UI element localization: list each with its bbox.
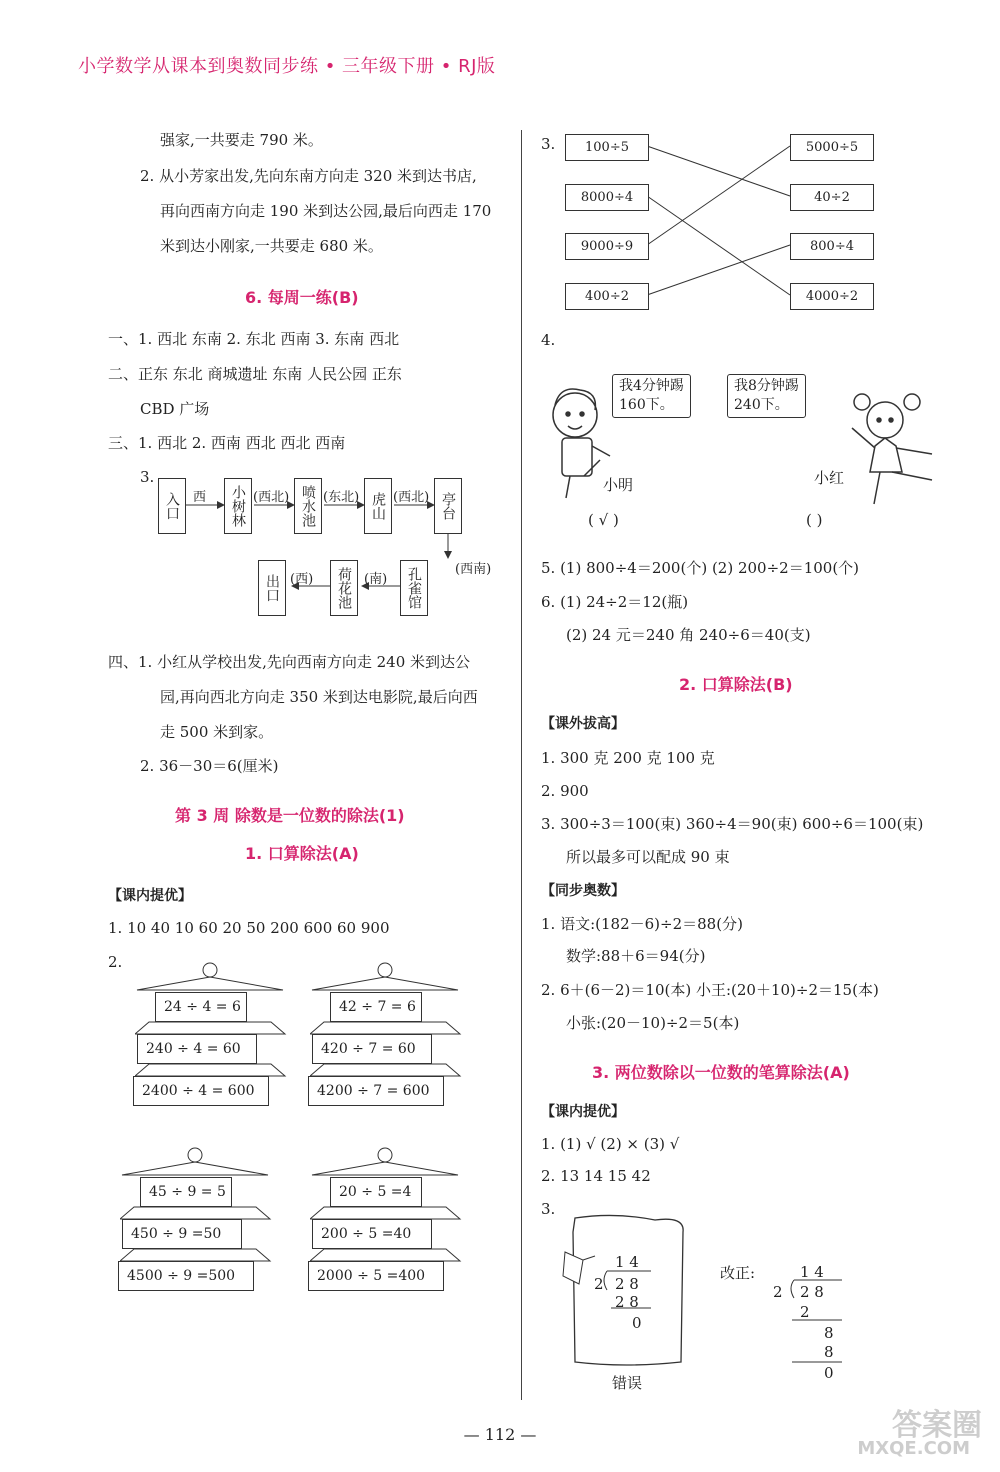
- tower-floor: 42 ÷ 7 = 6: [330, 992, 422, 1022]
- girl-figure: [852, 394, 932, 504]
- route-node: 荷花池: [330, 560, 358, 616]
- route-direction: (西北): [393, 490, 430, 505]
- answer-line: 2. 6＋(6－2)＝10(本) 小王:(20＋10)÷2＝15(本): [541, 981, 879, 999]
- div-subtract: 2: [800, 1303, 810, 1321]
- route-node: 亭台: [434, 478, 462, 534]
- match-right-box: 5000÷5: [790, 134, 874, 161]
- div-remainder: 0: [824, 1364, 834, 1382]
- text-line: CBD 广场: [140, 400, 210, 418]
- div-quotient: 1 4: [800, 1263, 824, 1281]
- tower-floor: 24 ÷ 4 = 6: [155, 992, 247, 1022]
- section-title: 2. 口算除法(B): [679, 675, 793, 694]
- match-left-box: 100÷5: [565, 134, 649, 161]
- div-dividend: 2 8: [615, 1275, 639, 1293]
- answer-check: ( √ ): [588, 511, 619, 529]
- text-line: 2. 从小芳家出发,先向东南方向走 320 米到达书店,: [140, 167, 477, 185]
- section-title: 6. 每周一练(B): [245, 288, 359, 307]
- question-label: 4.: [541, 331, 556, 349]
- bubble-line: 我8分钟踢: [734, 378, 799, 394]
- tower-floor: 450 ÷ 9 =50: [122, 1219, 242, 1249]
- div-bring-down: 8: [824, 1324, 834, 1342]
- question-label: 3.: [541, 1200, 556, 1218]
- answer-line: 所以最多可以配成 90 束: [566, 848, 730, 866]
- book-header: 小学数学从课本到奥数同步练 • 三年级下册 • RJ版: [78, 56, 496, 77]
- route-node: 入口: [158, 478, 186, 534]
- div-divisor: 2: [594, 1275, 604, 1293]
- answer-line: 6. (1) 24÷2＝12(瓶): [541, 593, 689, 611]
- route-direction: (西): [290, 572, 314, 587]
- name-label: 小明: [603, 476, 634, 494]
- tower-floor: 2400 ÷ 4 = 600: [133, 1076, 269, 1106]
- match-right-box: 40÷2: [790, 184, 874, 211]
- text-line: 走 500 米到家。: [160, 723, 274, 741]
- answer-line: 数学:88＋6＝94(分): [566, 947, 706, 965]
- question-label: 3.: [140, 468, 155, 486]
- answer-line: 1. 300 克 200 克 100 克: [541, 749, 715, 767]
- question-label: 2.: [108, 953, 123, 971]
- speech-bubble-xiaohong: [727, 374, 806, 418]
- text-line: 园,再向西北方向走 350 米到达电影院,最后向西: [160, 688, 478, 706]
- section-tag: 【同步奥数】: [541, 883, 625, 899]
- tower-floor: 4500 ÷ 9 =500: [118, 1261, 254, 1291]
- section-title: 1. 口算除法(A): [245, 844, 359, 863]
- div-subtract: 8: [824, 1343, 834, 1361]
- text-line: 四、1. 小红从学校出发,先向西南方向走 240 米到达公: [108, 653, 471, 671]
- route-node: 虎山: [364, 478, 392, 534]
- week-title: 第 3 周 除数是一位数的除法(1): [175, 806, 405, 825]
- question-label: 3.: [541, 135, 556, 153]
- section-tag: 【课外拔高】: [541, 716, 625, 732]
- answer-line: 2. 900: [541, 782, 589, 800]
- tower-floor: 420 ÷ 7 = 60: [312, 1034, 432, 1064]
- div-subtract: 2 8: [615, 1293, 639, 1311]
- name-label: 小红: [814, 469, 845, 487]
- bubble-line: 我4分钟踢: [619, 378, 684, 394]
- section-tag: 【课内提优】: [541, 1104, 625, 1120]
- bubble-line: 240下。: [734, 397, 789, 413]
- div-remainder: 0: [632, 1314, 642, 1332]
- div-quotient: 1 4: [615, 1253, 639, 1271]
- woodpecker-icon: [563, 1252, 595, 1284]
- route-node: 出口: [258, 560, 286, 616]
- text-line: 三、1. 西北 2. 西南 西北 西北 西南: [108, 434, 346, 452]
- answer-line: 小张:(20－10)÷2＝5(本): [566, 1014, 740, 1032]
- speech-bubble-xiaoming: [612, 374, 691, 418]
- answer-line: 5. (1) 800÷4＝200(个) (2) 200÷2＝100(个): [541, 559, 860, 577]
- route-node: 孔雀馆: [400, 560, 428, 616]
- tower-floor: 200 ÷ 5 =40: [312, 1219, 432, 1249]
- page-number: — 112 —: [463, 1425, 537, 1444]
- text-line: 2. 36－30＝6(厘米): [140, 757, 279, 775]
- tower-floor: 240 ÷ 4 = 60: [137, 1034, 257, 1064]
- answer-line: 3. 300÷3＝100(束) 360÷4＝90(束) 600÷6＝100(束): [541, 815, 924, 833]
- section-tag: 【课内提优】: [108, 888, 192, 904]
- text-line: 米到达小刚家,一共要走 680 米。: [160, 237, 383, 255]
- route-direction: (西北): [253, 490, 290, 505]
- route-direction: (南): [364, 572, 388, 587]
- column-divider: [521, 130, 522, 1400]
- section-title: 3. 两位数除以一位数的笔算除法(A): [592, 1063, 850, 1082]
- watermark-logo: 答案圈: [892, 1408, 982, 1443]
- wrong-label: 错误: [612, 1374, 643, 1392]
- route-node: 喷水池: [294, 478, 322, 534]
- div-dividend: 2 8: [800, 1283, 824, 1301]
- match-left-box: 9000÷9: [565, 233, 649, 260]
- match-right-box: 800÷4: [790, 233, 874, 260]
- match-right-box: 4000÷2: [790, 283, 874, 310]
- text-line: 一、1. 西北 东南 2. 东北 西南 3. 东南 西北: [108, 330, 400, 348]
- route-direction: 西: [193, 490, 207, 505]
- answer-line: 1. 语文:(182－6)÷2＝88(分): [541, 915, 743, 933]
- fix-label: 改正:: [720, 1264, 756, 1282]
- text-line: 强家,一共要走 790 米。: [160, 131, 323, 149]
- div-divisor: 2: [773, 1283, 783, 1301]
- tower-floor: 2000 ÷ 5 =400: [308, 1261, 444, 1291]
- bubble-line: 160下。: [619, 397, 674, 413]
- watermark-url: MXQE.COM: [857, 1438, 970, 1459]
- answer-line: 2. 13 14 15 42: [541, 1167, 651, 1185]
- route-node: 小树林: [224, 478, 252, 534]
- tower-floor: 45 ÷ 9 = 5: [140, 1177, 232, 1207]
- match-left-box: 400÷2: [565, 283, 649, 310]
- answer-line: 1. (1) √ (2) × (3) √: [541, 1135, 680, 1153]
- route-direction: (西南): [455, 562, 492, 577]
- route-direction: (东北): [323, 490, 360, 505]
- match-left-box: 8000÷4: [565, 184, 649, 211]
- text-line: 再向西南方向走 190 米到达公园,最后向西走 170: [160, 202, 492, 220]
- text-line: 二、正东 东北 商城遗址 东南 人民公园 正东: [108, 365, 402, 383]
- boy-figure: [553, 389, 610, 498]
- tower-floor: 20 ÷ 5 =4: [330, 1177, 422, 1207]
- answer-check: ( ): [806, 511, 823, 529]
- tower-floor: 4200 ÷ 7 = 600: [308, 1076, 444, 1106]
- answer-line: (2) 24 元＝240 角 240÷6＝40(支): [566, 626, 811, 644]
- answer-line: 1. 10 40 10 60 20 50 200 600 60 900: [108, 919, 390, 937]
